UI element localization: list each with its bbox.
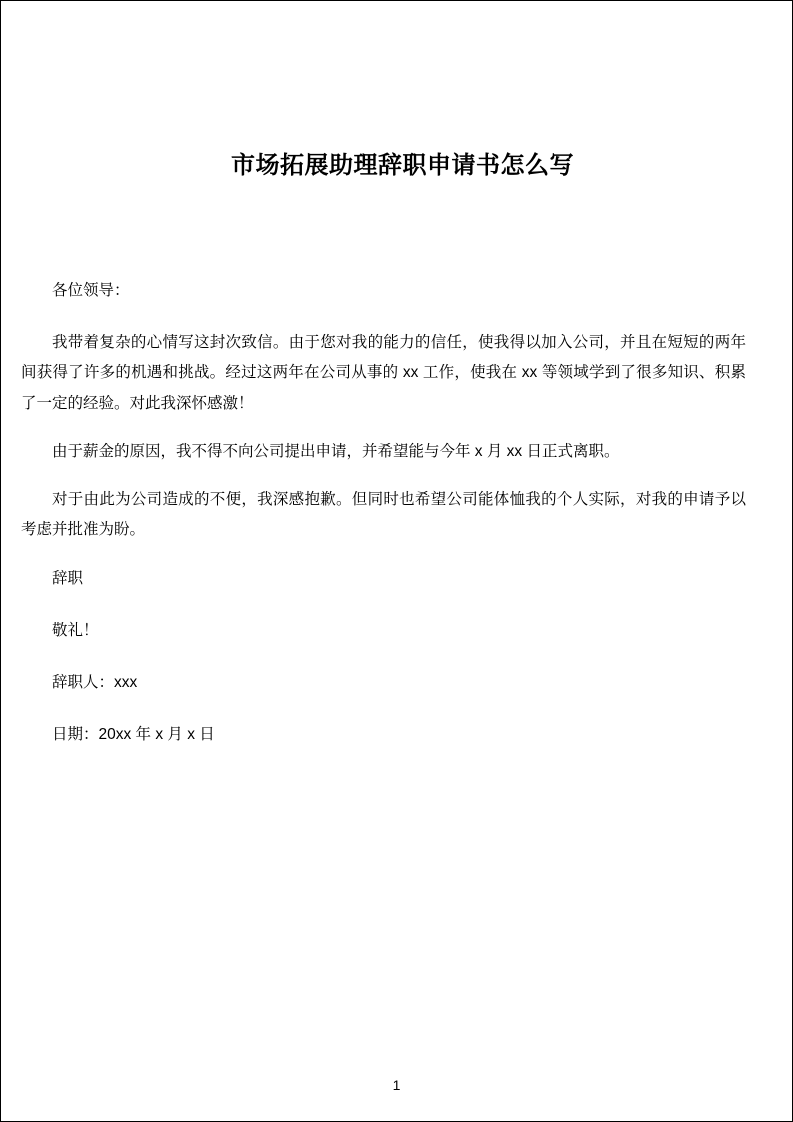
page-title: 市场拓展助理辞职申请书怎么写 — [231, 152, 574, 180]
page-number: 1 — [392, 1077, 401, 1093]
paragraph-signature: 辞职人：xxx — [52, 673, 138, 691]
paragraph-date: 日期：20xx 年 x 月 x 日 — [52, 726, 215, 744]
document-body — [21, 276, 746, 772]
paragraph-body-2: 由于薪金的原因，我不得不向公司提出申请，并希望能与今年 x 月 xx 日正式离职。 — [52, 442, 620, 460]
paragraph-closing-1: 辞职 — [52, 569, 84, 587]
paragraph-salutation: 各位领导： — [52, 282, 130, 299]
document-content — [21, 21, 772, 1101]
paragraph-body-1: 我带着复杂的心情写这封次致信。由于您对我的能力的信任，使我得以加入公司，并且在短短的两年间获得了许多的机遇和挑战。经过这两年在公司从事的 xx 工作，使我在 xx 等领域学到了很多知识、积累了一定的经验。对此我深怀感激！ — [21, 334, 746, 412]
paragraph-body-3: 对于由此为公司造成的不便，我深感抱歉。但同时也希望公司能体恤我的个人实际，对我的申请予以考虑并批准为盼。 — [21, 491, 746, 539]
paragraph-closing-2: 敬礼！ — [52, 621, 99, 639]
